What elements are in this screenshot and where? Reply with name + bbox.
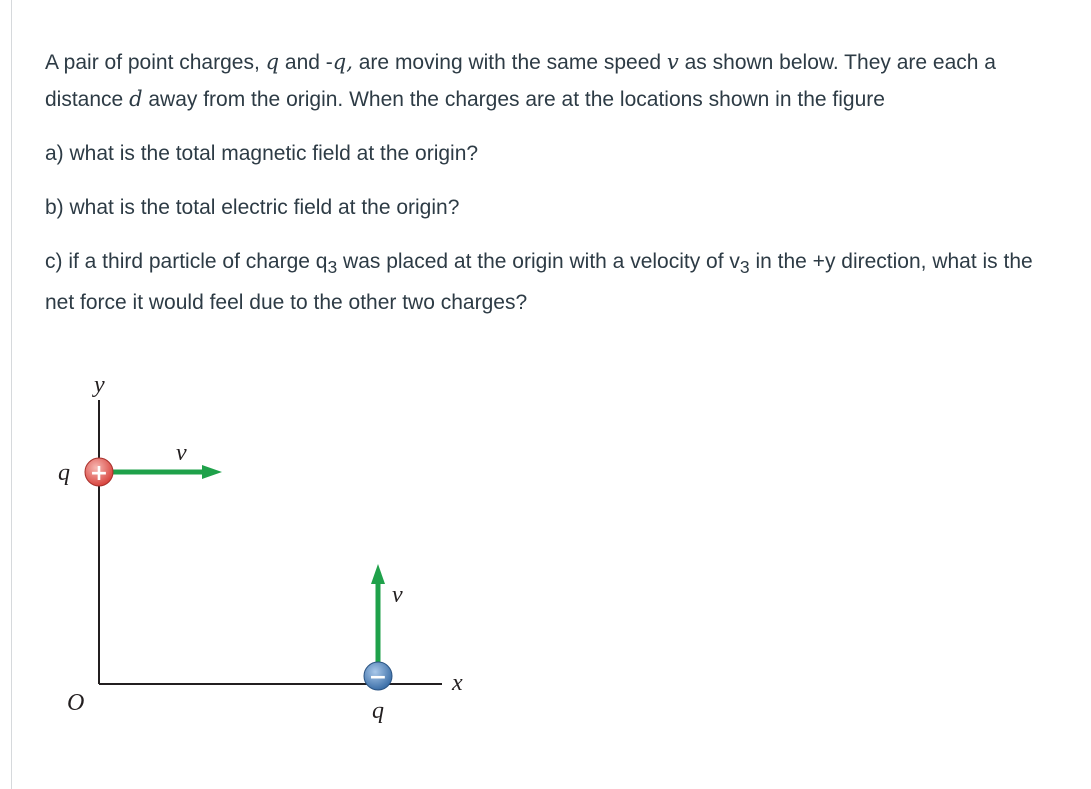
intro-text-2: and - (279, 51, 333, 74)
question-text (45, 44, 1055, 339)
part-a: a) what is the total magnetic field at the origin? (45, 142, 479, 165)
velocity-label-right: v (392, 582, 403, 608)
positive-charge-sign: + (89, 461, 109, 486)
intro-var-d: d (129, 87, 143, 111)
y-axis-label: y (94, 372, 105, 398)
intro-text-4: as shown below. They are each a distance (45, 51, 996, 111)
intro-var-q: q (265, 50, 280, 74)
intro-var-q2: q, (332, 50, 353, 74)
intro-text-1: A pair of point charges, (45, 51, 266, 74)
positive-charge-label: q (58, 460, 70, 486)
part-c-sub-2: 3 (739, 257, 750, 278)
intro-var-v: v (666, 50, 679, 74)
left-border (11, 0, 12, 789)
origin-label: O (67, 690, 85, 716)
velocity-arrow-up-head (371, 564, 385, 584)
part-c-text-2: was placed at the origin with a velocity of v (337, 250, 740, 273)
intro-text-5: away from the origin. When the charges are at the locations shown in the figure (142, 88, 885, 111)
physics-figure (40, 368, 500, 748)
velocity-arrow-right-head (202, 465, 222, 479)
part-c-text-3: in the +y direction, what is the net force it would feel due to the other two charges? (45, 250, 1033, 315)
negative-charge-sign: − (368, 665, 388, 690)
question-intro (45, 44, 1055, 118)
negative-charge-label: q (372, 698, 384, 724)
figure-svg (40, 368, 500, 748)
part-c (45, 244, 1055, 321)
velocity-label-top: v (176, 440, 187, 466)
part-c-sub-1: 3 (327, 257, 338, 278)
intro-text-3: are moving with the same speed (352, 51, 667, 74)
part-b: b) what is the total electric field at the origin? (45, 196, 460, 219)
part-c-text-1: c) if a third particle of charge q (45, 250, 328, 273)
x-axis-label: x (452, 670, 463, 696)
